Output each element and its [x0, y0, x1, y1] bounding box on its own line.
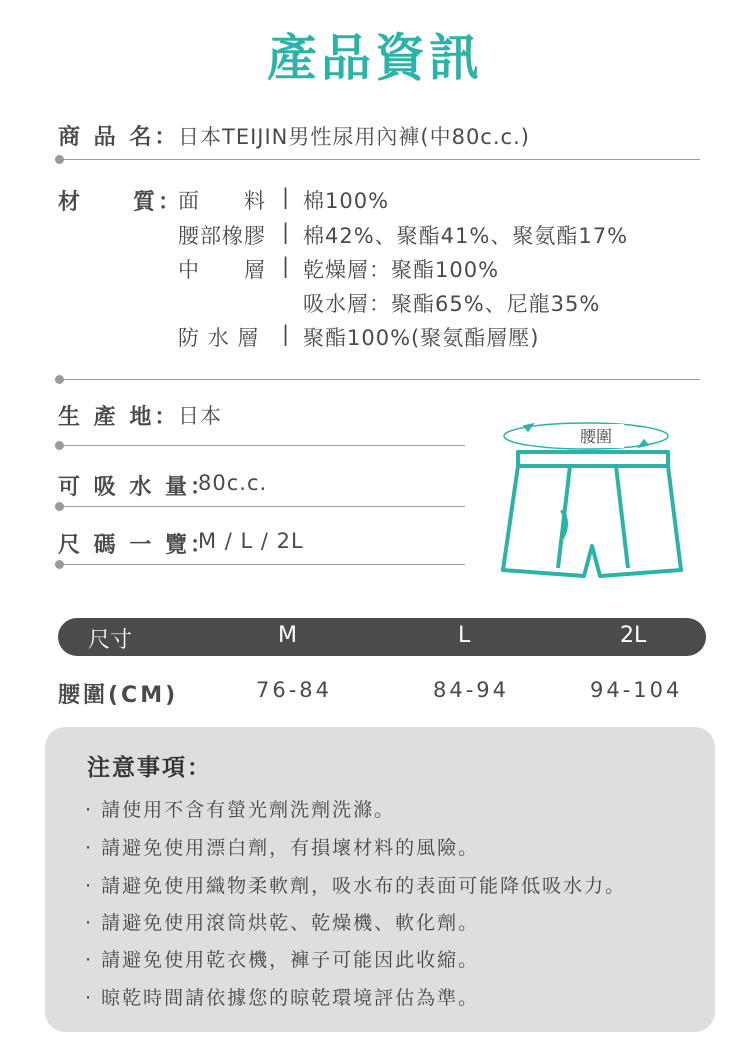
material-sep-2: |: [282, 254, 291, 278]
divider: [60, 159, 700, 160]
sizes-value: M / L / 2L: [198, 529, 304, 553]
divider: [60, 445, 465, 446]
waist-2l: 94-104: [590, 678, 683, 702]
material-value-4: 聚酯100%(聚氨酯層壓): [303, 326, 540, 350]
origin-label: 生 產 地：: [58, 405, 180, 430]
note-item: · 請避免使用乾衣機，褲子可能因此收縮。: [85, 949, 480, 971]
size-m: M: [278, 623, 297, 648]
size-2l: 2L: [620, 623, 647, 648]
material-sep-0: |: [282, 185, 291, 209]
waist-l: 84-94: [433, 678, 510, 702]
note-item: · 請使用不含有螢光劑洗劑洗滌。: [85, 799, 396, 821]
sizes-label: 尺 碼 一 覽：: [58, 533, 215, 558]
material-part-2: 中 層: [178, 258, 266, 282]
notes-title: 注意事項：: [87, 755, 212, 781]
material-sep-1: |: [282, 220, 291, 244]
notes-panel: [45, 727, 715, 1032]
waist-label: 腰圍: [579, 427, 613, 446]
size-l: L: [458, 623, 471, 648]
material-value-3: 吸水層：聚酯65%、尼龍35%: [303, 292, 601, 316]
material-sep-4: |: [282, 322, 291, 346]
origin-value: 日本: [178, 404, 222, 428]
material-part-0: 面 料: [178, 189, 266, 213]
size-header-bar: [58, 618, 706, 656]
absorption-value: 80c.c.: [198, 471, 268, 495]
note-item: · 請避免使用漂白劑，有損壞材料的風險。: [85, 837, 480, 859]
divider: [60, 379, 700, 380]
waist-row-label: 腰圍(CM): [58, 683, 179, 708]
size-header-label: 尺寸: [88, 628, 133, 653]
note-item: · 晾乾時間請依據您的晾乾環境評估為準。: [85, 987, 480, 1009]
page-title: 產品資訊: [267, 29, 483, 87]
material-value-1: 棉42%、聚酯41%、聚氨酯17%: [303, 224, 629, 248]
underwear-diagram: [500, 418, 700, 590]
material-label: 材 質：: [58, 190, 184, 215]
material-value-0: 棉100%: [303, 189, 390, 213]
material-part-4: 防 水 層: [178, 326, 260, 350]
product-name-value: 日本TEIJIN男性尿用內褲(中80c.c.): [178, 125, 530, 149]
absorption-label: 可 吸 水 量：: [58, 475, 215, 500]
waist-m: 76-84: [256, 678, 333, 702]
divider: [60, 564, 465, 565]
divider: [60, 506, 465, 507]
note-item: · 請避免使用滾筒烘乾、乾燥機、軟化劑。: [85, 912, 480, 934]
note-item: · 請避免使用織物柔軟劑，吸水布的表面可能降低吸水力。: [85, 875, 627, 897]
underwear-shape: [503, 452, 681, 576]
material-value-2: 乾燥層：聚酯100%: [303, 258, 500, 282]
material-part-1: 腰部橡膠: [178, 224, 266, 248]
product-name-label: 商 品 名：: [58, 125, 180, 150]
